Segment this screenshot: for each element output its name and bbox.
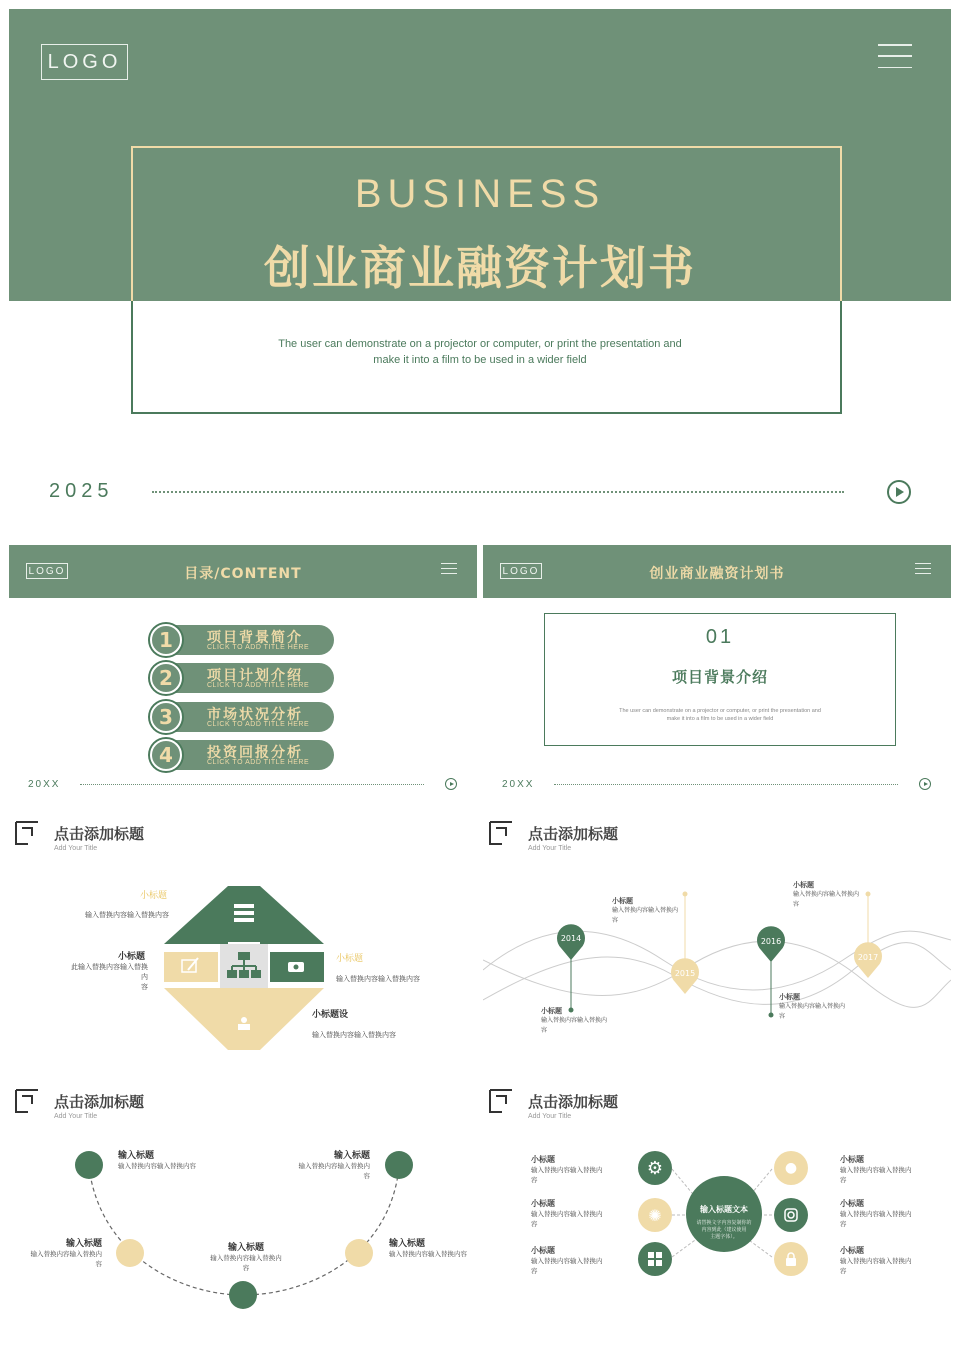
toc-item-4[interactable] — [150, 740, 334, 770]
windows-glyph — [648, 1252, 662, 1266]
arc-item-4 — [210, 1243, 282, 1273]
timeline-year-1: 2014 — [560, 934, 582, 943]
arc-item-5 — [389, 1239, 467, 1259]
hub-item-text: 输入替换内容输入替换内 — [840, 1210, 912, 1218]
title-bracket-icon — [14, 818, 40, 846]
menu-icon[interactable] — [915, 563, 931, 574]
hub-item-text: 容 — [531, 1220, 538, 1228]
timeline-item-text: 输入替换内容输入替换内 — [541, 1017, 608, 1024]
instagram-glyph — [784, 1208, 798, 1222]
hub-center-text-line2: 内容到此（建议使用 — [701, 1227, 747, 1233]
timeline-item-4 — [779, 992, 845, 1022]
menu-icon[interactable] — [441, 563, 457, 574]
section-subtitle-line1: The user can demonstrate on a projector or computer, or print the presentation and — [619, 708, 821, 714]
section-subtitle-line2: make it into a film to be used in a wider field — [666, 716, 774, 722]
hub-item-text: 容 — [840, 1220, 847, 1228]
title-bracket-icon — [488, 1086, 514, 1114]
hub-item-label: 小标题 — [840, 1199, 864, 1208]
hub-center-title: 输入标题文本 — [700, 1205, 748, 1214]
diamond-item-4-label: 小标题设 — [312, 1010, 349, 1020]
timeline-item-label: 小标题 — [612, 897, 633, 905]
toc-item-number: 4 — [150, 739, 182, 771]
section-dotted-line — [554, 784, 898, 785]
slide-subtitle: Add Your Title — [528, 845, 572, 852]
diamond-item-3-label: 小标题 — [336, 954, 364, 964]
timeline-item-2 — [793, 880, 859, 910]
arc-item-1 — [118, 1151, 196, 1171]
diamond-item-1-label: 小标题 — [140, 891, 168, 901]
toc-item-title: 投资回报分析 — [207, 745, 303, 761]
timeline-item-text: 输入替换内容输入替换内 — [612, 907, 679, 914]
timeline-item-text: 输入替换内容输入替换内 — [793, 891, 860, 898]
hub-item-text: 容 — [531, 1176, 538, 1184]
toc-item-number: 1 — [150, 624, 182, 656]
slide-title: 点击添加标题 — [528, 825, 619, 843]
cover-year: 2025 — [49, 480, 114, 502]
windows-icon — [638, 1242, 672, 1276]
section-footer-year: 20XX — [502, 779, 535, 790]
cover-subtitle — [240, 336, 720, 368]
timeline-year-2: 2015 — [674, 969, 696, 978]
title-bracket-icon — [14, 1086, 40, 1114]
timeline-item-label: 小标题 — [541, 1007, 562, 1015]
arc-item-label: 输入标题 — [118, 1151, 155, 1161]
toc-dotted-line — [80, 784, 424, 785]
toc-item-sub: CLICK TO ADD TITLE HERE — [207, 644, 310, 651]
play-icon[interactable] — [445, 778, 457, 790]
hub-item-text: 输入替换内容输入替换内 — [531, 1166, 603, 1174]
aperture-icon: ✺ — [638, 1198, 672, 1232]
slide-title: 点击添加标题 — [528, 1093, 619, 1111]
section-title: 项目背景介绍 — [671, 668, 768, 686]
toc-item-title: 市场状况分析 — [207, 707, 303, 723]
arc-item-label: 输入标题 — [333, 1151, 370, 1161]
diamond-diagram — [160, 884, 330, 1054]
cover-title: 创业商业融资计划书 — [264, 241, 696, 295]
hub-item-5 — [840, 1199, 920, 1229]
diamond-item-2-text — [65, 962, 148, 992]
cover-subtitle-line1: The user can demonstrate on a projector or computer, or print the presentation and — [278, 338, 682, 350]
toc-footer-year: 20XX — [28, 779, 61, 790]
toc-item-3[interactable] — [150, 702, 334, 732]
toc-logo: LOGO — [26, 563, 68, 579]
hub-item-4 — [840, 1155, 920, 1185]
diamond-item-2-text-line2: 容 — [141, 983, 148, 991]
hub-item-text: 输入替换内容输入替换内 — [531, 1257, 603, 1265]
hub-item-3 — [531, 1246, 611, 1276]
hub-item-text: 输入替换内容输入替换内 — [840, 1257, 912, 1265]
timeline-item-text: 输入替换内容输入替换内 — [779, 1003, 846, 1010]
toc-item-sub: CLICK TO ADD TITLE HERE — [207, 721, 310, 728]
hub-item-label: 小标题 — [531, 1199, 555, 1208]
timeline-item-1 — [612, 896, 678, 926]
toc-item-number: 2 — [150, 662, 182, 694]
cover-kicker: BUSINESS — [354, 172, 606, 216]
play-icon[interactable] — [919, 778, 931, 790]
hub-center — [686, 1176, 762, 1252]
diamond-item-4-text: 输入替换内容输入替换内容 — [312, 1031, 396, 1039]
toc-item-2[interactable] — [150, 663, 334, 693]
title-bracket-icon — [488, 818, 514, 846]
hub-item-text: 容 — [840, 1267, 847, 1275]
hub-item-text: 容 — [531, 1267, 538, 1275]
timeline-item-text: 容 — [793, 901, 800, 908]
menu-icon[interactable] — [878, 44, 912, 68]
section-number: 01 — [705, 626, 735, 648]
hub-item-text: 输入替换内容输入替换内 — [531, 1210, 603, 1218]
timeline-year-4: 2017 — [857, 953, 879, 962]
arc-item-text: 输入替换内容输入替换内容 — [118, 1162, 196, 1170]
diamond-item-1-text: 输入替换内容输入替换内容 — [85, 911, 169, 919]
hub-item-2 — [531, 1199, 611, 1229]
section-logo: LOGO — [500, 563, 542, 579]
slide-subtitle: Add Your Title — [528, 1113, 572, 1120]
hub-item-label: 小标题 — [840, 1155, 864, 1164]
hub-item-6 — [840, 1246, 920, 1276]
arc-item-label: 输入标题 — [389, 1239, 426, 1249]
timeline-item-label: 小标题 — [793, 881, 814, 889]
apple-icon: ● — [774, 1151, 808, 1185]
diamond-item-2-text-line1: 此输入替换内容输入替换内 — [71, 963, 148, 981]
arc-item-label: 输入标题 — [227, 1243, 264, 1253]
gear-icon: ⚙ — [638, 1151, 672, 1185]
timeline-item-3 — [541, 1006, 607, 1036]
timeline-item-text: 容 — [779, 1013, 786, 1020]
arc-item-text: 输入替换内容输入替换内容 — [210, 1254, 282, 1272]
toc-item-sub: CLICK TO ADD TITLE HERE — [207, 759, 310, 766]
diamond-item-3-text: 输入替换内容输入替换内容 — [336, 975, 420, 983]
slide-subtitle: Add Your Title — [54, 845, 98, 852]
hub-item-1 — [531, 1155, 611, 1185]
toc-item-title: 项目计划介绍 — [207, 668, 303, 684]
hub-item-label: 小标题 — [840, 1246, 864, 1255]
play-icon[interactable] — [887, 480, 911, 504]
cover-subtitle-line2: make it into a film to be used in a wider field — [373, 354, 587, 366]
timeline-item-text: 容 — [612, 917, 619, 924]
lock-icon — [774, 1242, 808, 1276]
hub-center-text-line3: 主题字体）。 — [710, 1234, 738, 1240]
timeline-year-3: 2016 — [760, 937, 782, 946]
section-subtitle — [600, 707, 840, 723]
slide-title: 点击添加标题 — [54, 1093, 145, 1111]
timeline-item-label: 小标题 — [779, 993, 800, 1001]
cover-dotted-line — [152, 491, 844, 493]
toc-item-sub: CLICK TO ADD TITLE HERE — [207, 682, 310, 689]
arc-item-text: 输入替换内容输入替换内容 — [389, 1250, 467, 1258]
hub-item-text: 容 — [840, 1176, 847, 1184]
hub-item-label: 小标题 — [531, 1246, 555, 1255]
toc-item-title: 项目背景简介 — [207, 630, 303, 646]
hub-item-text: 输入替换内容输入替换内 — [840, 1166, 912, 1174]
instagram-icon — [774, 1198, 808, 1232]
arc-item-text: 输入替换内容输入替换内容 — [298, 1162, 370, 1180]
hub-center-text-line1: 请替换文字内容复制你的 — [696, 1220, 752, 1226]
toc-title: 目录/CONTENT — [184, 566, 302, 582]
arc-item-text: 输入替换内容输入替换内容 — [30, 1250, 102, 1268]
arc-item-label: 输入标题 — [65, 1239, 102, 1249]
arc-item-2 — [296, 1151, 370, 1181]
slide-subtitle: Add Your Title — [54, 1113, 98, 1120]
section-header-title: 创业商业融资计划书 — [649, 566, 785, 582]
hub-center-text — [686, 1220, 762, 1241]
diamond-item-2-label: 小标题 — [118, 952, 146, 962]
timeline-item-text: 容 — [541, 1027, 548, 1034]
hub-item-label: 小标题 — [531, 1155, 555, 1164]
cover-logo: LOGO — [41, 44, 128, 80]
arc-item-3 — [28, 1239, 102, 1269]
toc-item-number: 3 — [150, 701, 182, 733]
toc-item-1[interactable] — [150, 625, 334, 655]
lock-glyph — [785, 1252, 797, 1266]
slide-title: 点击添加标题 — [54, 825, 145, 843]
